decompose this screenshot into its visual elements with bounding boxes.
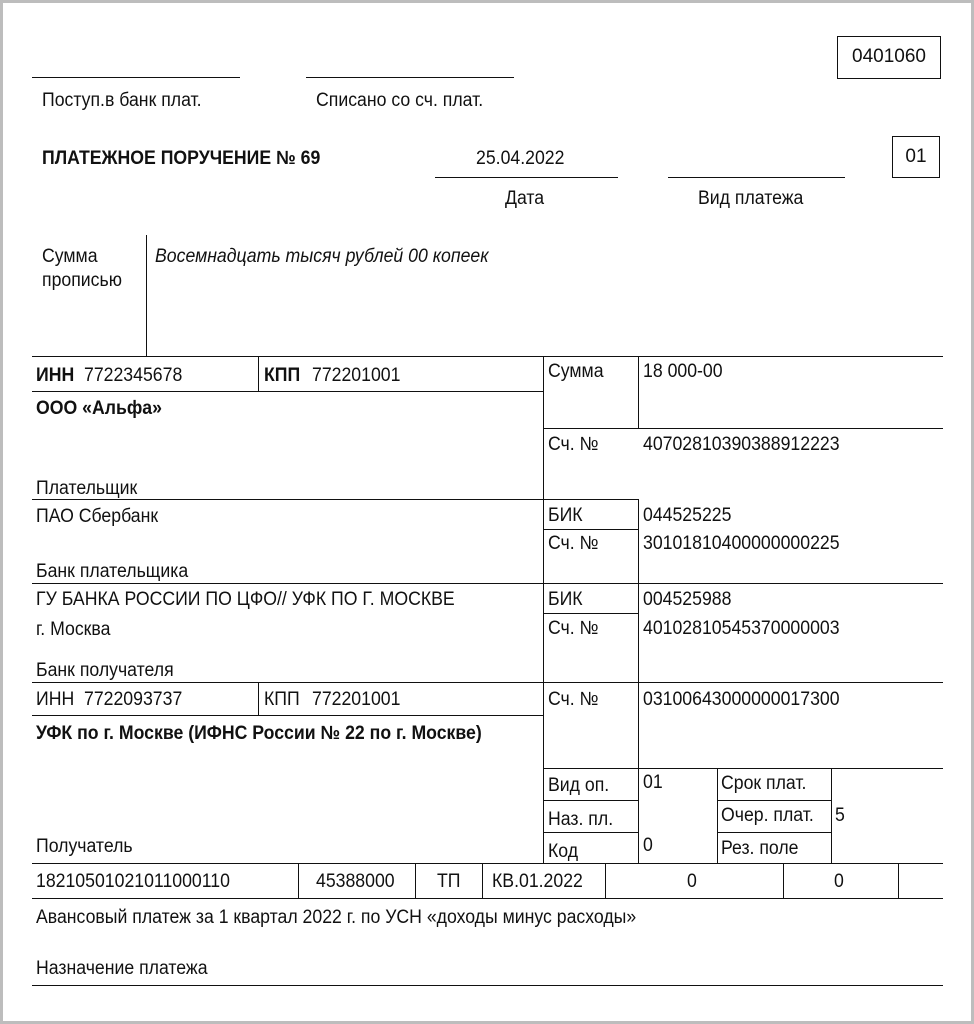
kbk-value: 18210501021011000110	[36, 871, 230, 892]
operation-type-label: Вид оп.	[548, 775, 610, 796]
status-code: 01	[905, 146, 927, 167]
basis-value: ТП	[437, 871, 461, 892]
recipient-label: Получатель	[36, 836, 133, 857]
recipient-bank-account-label: Сч. №	[548, 618, 599, 639]
code-value: 0	[643, 835, 653, 856]
purpose-code-label: Наз. пл.	[548, 809, 614, 830]
grid-line	[32, 583, 943, 584]
grid-line	[543, 356, 544, 863]
grid-line	[898, 863, 899, 898]
payer-kpp-label: КПП	[264, 365, 301, 386]
grid-line	[543, 800, 638, 801]
received-label: Поступ.в банк плат.	[42, 90, 202, 111]
payer-bank-label: Банк плательщика	[36, 561, 189, 582]
grid-line	[543, 529, 638, 530]
payment-type-label: Вид платежа	[698, 188, 804, 209]
recipient-name: УФК по г. Москве (ИФНС России № 22 по г. Москве)	[36, 723, 482, 744]
page-title: ПЛАТЕЖНОЕ ПОРУЧЕНИЕ № 69	[42, 148, 321, 169]
recipient-bank-name: ГУ БАНКА РОССИИ ПО ЦФО// УФК ПО Г. МОСКВЕ	[36, 589, 455, 610]
payer-kpp: 772201001	[312, 365, 401, 386]
grid-line	[482, 863, 483, 898]
term-label: Срок плат.	[721, 773, 807, 794]
operation-type-value: 01	[643, 772, 663, 793]
sum-value: 18 000-00	[643, 361, 723, 382]
amount-words-label-1: Сумма	[42, 246, 98, 267]
payer-account: 40702810390388912223	[643, 434, 840, 455]
priority-value: 5	[835, 805, 845, 826]
grid-line	[543, 768, 943, 769]
period-value: КВ.01.2022	[492, 871, 583, 892]
grid-line	[258, 682, 259, 715]
recipient-kpp-label: КПП	[264, 689, 300, 710]
form-code-box	[837, 36, 941, 79]
status-code-box	[892, 136, 940, 178]
grid-line	[32, 985, 943, 986]
oktmo-value: 45388000	[316, 871, 395, 892]
payer-label: Плательщик	[36, 478, 138, 499]
grid-line	[32, 898, 943, 899]
payer-inn-label: ИНН	[36, 365, 75, 386]
grid-line	[717, 768, 718, 863]
reserve-label: Рез. поле	[721, 838, 799, 859]
date-value: 25.04.2022	[476, 148, 565, 169]
recipient-account-label: Сч. №	[548, 689, 599, 710]
recipient-inn: 7722093737	[84, 689, 183, 710]
payer-bank-account-label: Сч. №	[548, 533, 599, 554]
form-code: 0401060	[852, 46, 926, 67]
grid-line	[717, 832, 831, 833]
grid-line	[258, 356, 259, 391]
grid-line	[543, 832, 638, 833]
recipient-bank-bik: 004525988	[643, 589, 732, 610]
debited-label: Списано со сч. плат.	[316, 90, 484, 111]
recipient-bank-label: Банк получателя	[36, 660, 174, 681]
recipient-bank-account: 40102810545370000003	[643, 618, 840, 639]
payer-name: ООО «Альфа»	[36, 398, 162, 419]
doc-date-value: 0	[834, 871, 844, 892]
recipient-account: 03100643000000017300	[643, 689, 840, 710]
payer-bank-bik: 044525225	[643, 505, 732, 526]
payment-type-line	[668, 177, 845, 178]
grid-line	[32, 715, 543, 716]
purpose-text: Авансовый платеж за 1 квартал 2022 г. по УСН «доходы минус расходы»	[36, 907, 637, 928]
purpose-label: Назначение платежа	[36, 958, 208, 979]
grid-line	[32, 682, 943, 683]
recipient-inn-label: ИНН	[36, 689, 75, 710]
debited-line	[306, 77, 514, 78]
recipient-bank-city: г. Москва	[36, 619, 111, 640]
grid-line	[638, 499, 639, 863]
amount-words-value: Восемнадцать тысяч рублей 00 копеек	[155, 246, 489, 267]
date-label: Дата	[505, 188, 545, 209]
grid-line	[831, 768, 832, 863]
grid-line	[638, 356, 639, 428]
payer-bank-account: 30101810400000000225	[643, 533, 840, 554]
grid-line	[415, 863, 416, 898]
amount-words-label-2: прописью	[42, 270, 122, 291]
payer-account-label: Сч. №	[548, 434, 599, 455]
grid-line	[543, 428, 943, 429]
sum-label: Сумма	[548, 361, 604, 382]
grid-line	[32, 356, 943, 357]
amount-words-divider	[146, 235, 147, 356]
payer-inn: 7722345678	[84, 365, 183, 386]
code-label: Код	[548, 841, 579, 862]
recipient-kpp: 772201001	[312, 689, 401, 710]
grid-line	[783, 863, 784, 898]
payer-bank-name: ПАО Сбербанк	[36, 506, 159, 527]
doc-number-value: 0	[687, 871, 697, 892]
received-line	[32, 77, 240, 78]
payer-bank-bik-label: БИК	[548, 505, 583, 526]
grid-line	[32, 863, 943, 864]
grid-line	[32, 391, 543, 392]
grid-line	[717, 800, 831, 801]
grid-line	[543, 613, 638, 614]
date-line	[435, 177, 618, 178]
recipient-bank-bik-label: БИК	[548, 589, 583, 610]
priority-label: Очер. плат.	[721, 805, 814, 826]
grid-line	[605, 863, 606, 898]
grid-line	[298, 863, 299, 898]
